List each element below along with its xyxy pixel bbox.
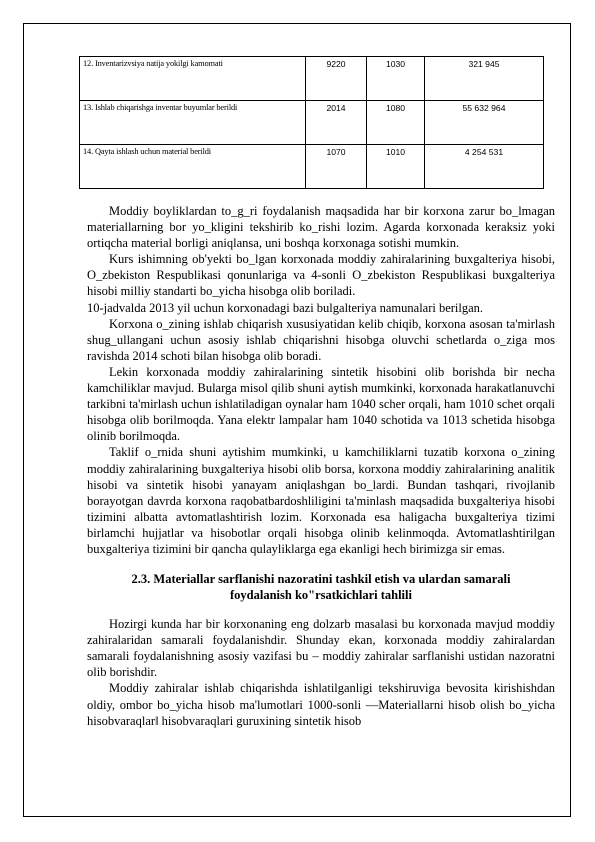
row-label: 14. Qayta ishlash uchun material berildi	[80, 145, 306, 189]
paragraph: Moddiy zahiralar ishlab chiqarishda ishlatilganligi tekshiruviga bevosita kirishishdan oldiy, ombor bo_yicha hisob ma'lumotlari 1000-sonli —Materiallarni hisob olish bo_yicha hisobvaraqlar‖ hisobvaraqlari guruxining sintetik hisob	[87, 681, 555, 728]
paragraph: 10-jadvalda 2013 yil uchun korxonadagi bazi bulgalteriya namunalari berilgan.	[87, 300, 484, 315]
section-heading: 2.3. Materiallar sarflanishi nazoratini tashkil etish va ulardan samarali foydalanish ko"rsatkichlari tahlili	[131, 572, 511, 603]
cell-amount: 4 254 531	[425, 145, 544, 189]
cell-debit: 1070	[306, 145, 367, 189]
paragraph: Kurs ishimning ob'yekti bo_lgan korxonada moddiy zahiralarining buxgalteriya hisobi, O_zbekiston Respublikasi qonunlariga va 4-sonli O_zbekiston Respublikasi buxgalteriya hisobi milliy standarti bo_yicha hisobga olib boriladi.	[87, 252, 555, 299]
paragraph: Taklif o_rnida shuni aytishim mumkinki, u kamchiliklarni tuzatib korxona o_zining moddiy zahiralarining buxgalteriya hisobi olib borsa, korxona moddiy zahiralarining analitik hisobi va sintetik hisobi yanayam aniqlashgan bo_lardi. Bundan tashqari, rivojlanib borayotgan davrda korxona raqobatbardoshliligini ta'minlash maqsadida buxgalteriya hisobi tizimini albatta avtomatlashtirish lozim. Korxonada esa haligacha buxgalteriya tizimi birlamchi hujjatlar va hisobotlar orqali hisobga olinib kelinmoqda. Avtomatlashtirilgan buxgalteriya tizimini bir qancha qulayliklarga ega ekanligi hech birimizga sir emas.	[87, 445, 555, 556]
table-row	[80, 145, 544, 189]
table-row	[80, 101, 544, 145]
cell-amount: 321 945	[425, 57, 544, 101]
inventory-table	[79, 56, 544, 189]
cell-credit: 1030	[367, 57, 425, 101]
row-label: 12. Inventarizvsiya natija yokilgi kamomati	[80, 57, 306, 101]
cell-credit: 1010	[367, 145, 425, 189]
cell-debit: 2014	[306, 101, 367, 145]
cell-debit: 9220	[306, 57, 367, 101]
paragraph: Hozirgi kunda har bir korxonaning eng dolzarb masalasi bu korxonada mavjud moddiy zahiralaridan samarali foydalanishdir. Shunday ekan, korxonada moddiy zahiralardan samarali foydalanishning asosiy vazifasi bu – moddiy zahiralar sarflanishi ustidan nazoratni olib borishdir.	[87, 617, 555, 680]
paragraph: Moddiy boyliklardan to_g_ri foydalanish maqsadida har bir korxona zarur bo_lmagan materiallarning bor yo_kligini tekshirib ko_rishi lozim. Agarda korxonada keraksiz yoki ortiqcha material borligi aniqlansa, uni boshqa korxonaga sotishi mumkin.	[87, 204, 555, 251]
document-body	[87, 203, 555, 729]
row-label: 13. Ishlab chiqarishga inventar buyumlar berildi	[80, 101, 306, 145]
cell-amount: 55 632 964	[425, 101, 544, 145]
paragraph: Korxona o_zining ishlab chiqarish xususiyatidan kelib chiqib, korxona asosan ta'mirlash shug_ullangani uchun asosiy ishlab chiqarishni hisobga oluvchi schetlarda o_ziga mos ravishda 2014 schoti bilan hisobga olib boradi.	[87, 316, 555, 363]
paragraph: Lekin korxonada moddiy zahiralarining sintetik hisobini olib borishda bir necha kamchiliklar mavjud. Bularga misol qilib shuni aytish mumkinki, korxonada harakatlanuvchi tarkibni ta'mirlash uchun ishlatiladigan oynalar ham 1040 scher orqali, ham 1010 schet orqali hisobga olib borilmoqda. Yana elektr lampalar ham 1040 schotida va 1013 schetida hisobga olinib borilmoqda.	[87, 364, 555, 444]
cell-credit: 1080	[367, 101, 425, 145]
table-row	[80, 57, 544, 101]
